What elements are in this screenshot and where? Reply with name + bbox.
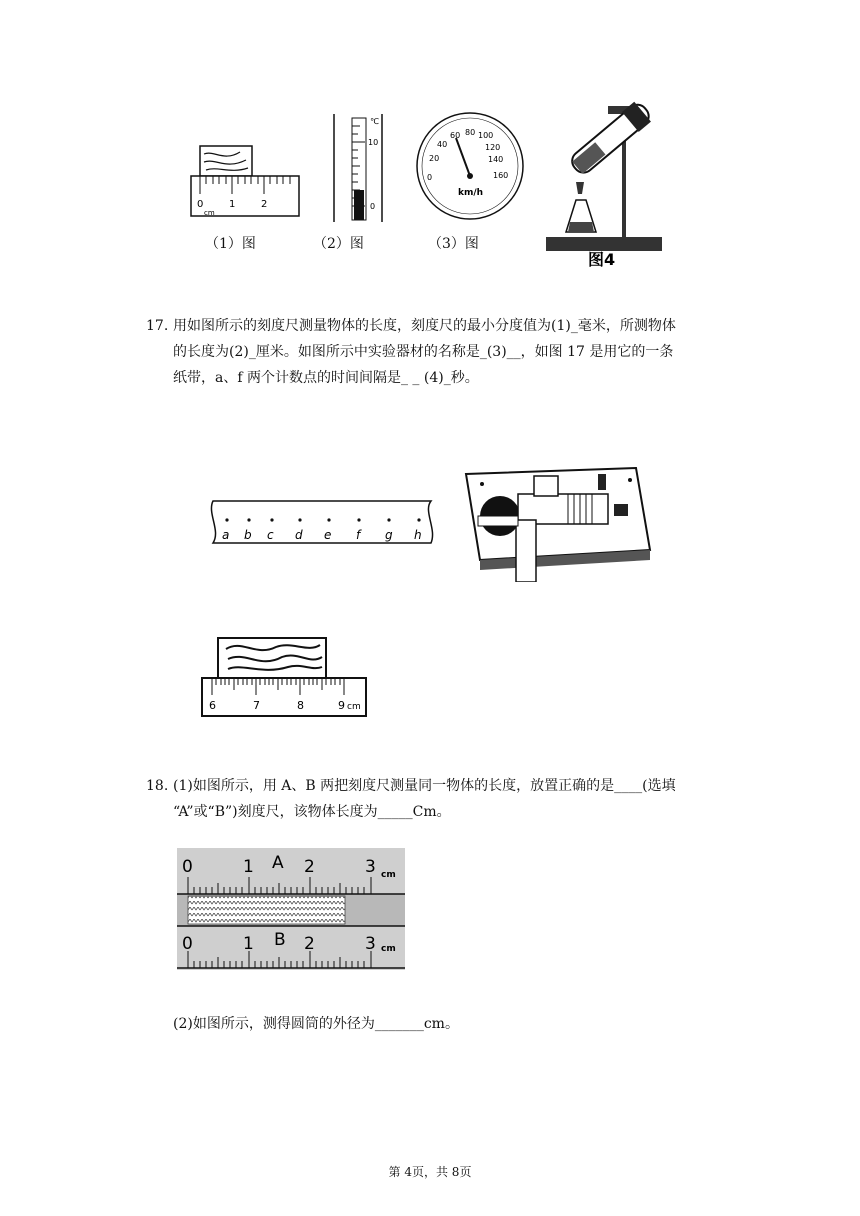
ruler-b-unit: cm bbox=[381, 944, 396, 954]
fig2-caption: （2）图 bbox=[313, 236, 364, 252]
ruler-a-tick-3: 3 bbox=[365, 857, 376, 877]
fig3-tick-100: 100 bbox=[478, 131, 494, 140]
fig1-unit: cm bbox=[204, 209, 215, 217]
question-line: “A”或“B”)刻度尺，该物体长度为_____Cm。 bbox=[173, 804, 451, 820]
fig1-tick-2: 2 bbox=[261, 199, 268, 210]
fig3-unit: km/h bbox=[458, 188, 484, 198]
ruler-a-tick-1: 1 bbox=[243, 857, 254, 877]
q17-ruler-tick-6: 6 bbox=[209, 699, 216, 712]
page-footer: 第 4页，共 8页 bbox=[388, 1165, 472, 1179]
question-number: 18. bbox=[146, 778, 169, 794]
fig4-heating-apparatus-diagram bbox=[538, 72, 666, 272]
fig2-tick-10: 10 bbox=[368, 138, 379, 147]
question-line: (1)如图所示，用 A、B 两把刻度尺测量同一物体的长度，放置正确的是____(选填 bbox=[173, 778, 676, 794]
fig2-unit: ℃ bbox=[370, 117, 379, 126]
ruler-b-tick-2: 2 bbox=[304, 934, 315, 954]
fig3-tick-140: 140 bbox=[488, 155, 504, 164]
tape-point-e: e bbox=[324, 528, 332, 542]
tape-point-h: h bbox=[414, 528, 422, 542]
fig2-tick-0: 0 bbox=[370, 202, 376, 211]
fig3-tick-20: 20 bbox=[429, 154, 440, 163]
ruler-a-tick-0: 0 bbox=[182, 857, 193, 877]
fig3-caption: （3）图 bbox=[428, 236, 479, 252]
ruler-b-tick-0: 0 bbox=[182, 934, 193, 954]
fig2-thermometer-diagram bbox=[330, 112, 390, 224]
question-line: 的长度为(2)_厘米。如图所示中实验器材的名称是_(3)__，如图 17 是用它的一条 bbox=[173, 344, 674, 360]
tape-point-d: d bbox=[295, 528, 303, 542]
tape-point-a: a bbox=[222, 528, 230, 542]
ruler-a-tick-2: 2 bbox=[304, 857, 315, 877]
ruler-b-tick-3: 3 bbox=[365, 934, 376, 954]
q17-ruler-tick-7: 7 bbox=[253, 699, 260, 712]
tape-point-b: b bbox=[244, 528, 252, 542]
ruler-b-tick-1: 1 bbox=[243, 934, 254, 954]
q17-ruler-diagram bbox=[198, 635, 370, 721]
question-number: 17. bbox=[146, 318, 169, 334]
paper-tape-diagram bbox=[205, 495, 437, 551]
fig1-caption: （1）图 bbox=[205, 236, 256, 252]
ruler-b-label: B bbox=[274, 930, 286, 950]
q17-ruler-tick-9: 9 bbox=[338, 699, 345, 712]
fig3-tick-120: 120 bbox=[485, 143, 501, 152]
fig3-speedometer-diagram bbox=[415, 110, 525, 222]
fig1-tick-1: 1 bbox=[229, 199, 236, 210]
fig1-tick-0: 0 bbox=[197, 199, 204, 210]
fig3-tick-60: 60 bbox=[450, 131, 461, 140]
question-18-part-2: (2)如图所示，测得圆筒的外径为_______cm。 bbox=[173, 1016, 459, 1032]
tape-point-c: c bbox=[267, 528, 274, 542]
q17-ruler-unit: cm bbox=[347, 702, 361, 712]
fig3-tick-80: 80 bbox=[465, 128, 476, 137]
question-line: 用如图所示的刻度尺测量物体的长度，刻度尺的最小分度值为(1)_毫米，所测物体 bbox=[173, 318, 676, 334]
question-line: 纸带，a、f 两个计数点的时间间隔是_ _ (4)_秒。 bbox=[173, 370, 479, 386]
q17-ruler-tick-8: 8 bbox=[297, 699, 304, 712]
tape-point-f: f bbox=[356, 528, 361, 542]
fig1-ruler-diagram bbox=[190, 140, 302, 220]
ticker-timer-diagram bbox=[458, 464, 654, 582]
fig3-tick-0: 0 bbox=[427, 173, 433, 182]
fig3-tick-40: 40 bbox=[437, 140, 448, 149]
rulers-ab-diagram bbox=[176, 847, 406, 971]
ruler-a-label: A bbox=[272, 853, 284, 873]
fig4-label: 图4 bbox=[588, 250, 616, 269]
tape-point-g: g bbox=[385, 528, 393, 542]
fig3-tick-160: 160 bbox=[493, 171, 509, 180]
ruler-a-unit: cm bbox=[381, 870, 396, 880]
